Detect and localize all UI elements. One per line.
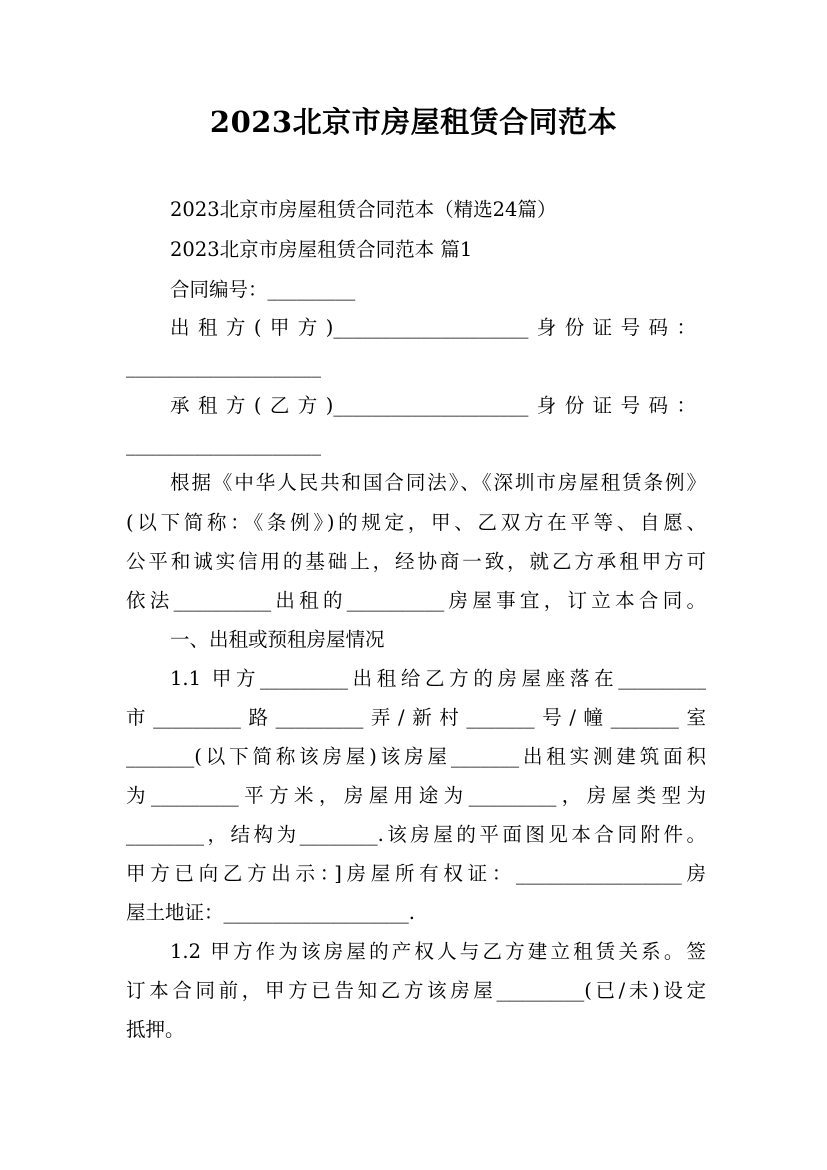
paragraph-line: 1.1 甲方_________出租给乙方的房屋座落在_________ [170,667,706,690]
paragraph-line: ________，结构为________.该房屋的平面图见本合同附件。 [126,823,706,846]
lessee-id-blank: ____________________ [126,433,321,456]
paragraph-line: _______(以下简称该房屋)该房屋_______出租实测建筑面积 [126,745,706,768]
paragraph-line: 依法__________出租的__________房屋事宜，订立本合同。 [126,589,706,612]
paragraph-line: 市_________路_________弄/新村_______号/幢_______室 [126,706,706,729]
subtitle-line: 2023北京市房屋租赁合同范本（精选24篇） [170,198,557,221]
paragraph-line: 甲方已向乙方出示：]房屋所有权证：_________________房 [126,862,706,885]
paragraph-line: 屋土地证：___________________. [126,901,415,924]
paragraph-line: 订本合同前，甲方已告知乙方该房屋_________(已/未)设定 [126,979,706,1002]
paragraph-line: 根据《中华人民共和国合同法》、《深圳市房屋租赁条例》 [170,471,706,494]
lessee-line: 承租方(乙方)____________________身份证号码： [170,394,696,417]
lessor-id-blank: ____________________ [126,355,321,378]
section-heading-line: 一、出租或预租房屋情况 [170,628,385,651]
paragraph-line: 1.2 甲方作为该房屋的产权人与乙方建立租赁关系。签 [170,940,706,963]
section-heading-line: 2023北京市房屋租赁合同范本 篇1 [170,238,473,261]
contract-number-line: 合同编号：_________ [170,278,356,301]
paragraph-line: 抵押。 [126,1018,185,1041]
document-title: 2023北京市房屋租赁合同范本 [209,105,618,139]
paragraph-line: 为_________平方米，房屋用途为_________，房屋类型为 [126,784,706,807]
paragraph-line: 公平和诚实信用的基础上，经协商一致，就乙方承租甲方可 [126,550,706,573]
paragraph-line: (以下简称：《条例》)的规定，甲、乙双方在平等、自愿、 [126,511,706,534]
lessor-line: 出租方(甲方)____________________身份证号码： [170,316,696,339]
